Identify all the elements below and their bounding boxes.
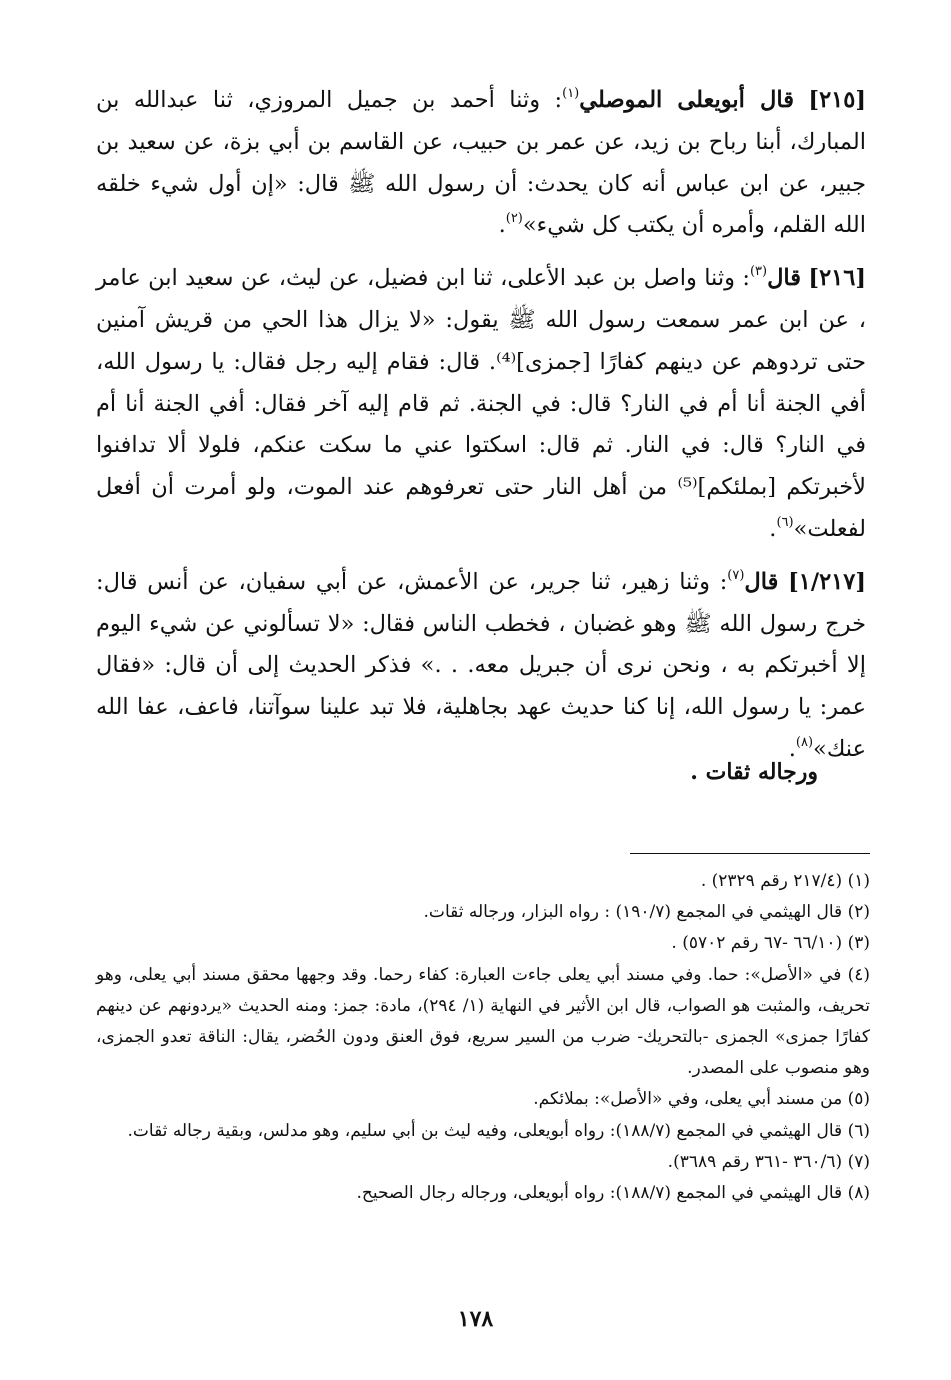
period: .	[788, 735, 796, 762]
hadith-paragraph	[96, 258, 866, 551]
footnote: (٦) قال الهيثمي في المجمع (١٨٨/٧): رواه أبويعلى، وفيه ليث بن أبي سليم، وهو مدلس، وبقية رجاله ثقات.	[127, 1120, 870, 1141]
footnotes	[96, 866, 870, 1209]
footnote: (١) (٢١٧/٤ رقم ٢٣٢٩) .	[700, 871, 870, 891]
footnote: (٨) قال الهيثمي في المجمع (١٨٨/٧): رواه أبويعلى، ورجاله رجال الصحيح.	[356, 1183, 870, 1204]
hadith-paragraph	[96, 562, 866, 771]
hadith-text: : وثنا زهير، ثنا جرير، عن الأعمش، عن أبي سفيان، عن أنس قال: خرج رسول الله ﷺ وهو غضبان ، فخطب الناس فقال: «لا تسألوني عن شيء اليوم إلا أخبرتكم به ، ونحن نرى أن جبريل معه. . .» فذكر الحديث إلى أن قال: «فقال عمر: يا رسول الله، إنا كنا حديث عهد بجاهلية، فلا تبد علينا سوآتنا، فاعف، عفا الله عنك»	[96, 568, 866, 762]
main-text	[96, 80, 866, 782]
narrator-lead: قال أبويعلى الموصلي	[579, 87, 794, 113]
footnote-ref: (١)	[562, 86, 580, 101]
page-number: ١٧٨	[457, 1306, 494, 1332]
footnote-ref: (٧)	[727, 567, 745, 583]
footnote: (٤) في «الأصل»: حما. وفي مسند أبي يعلى جاءت العبارة: كفاء رحما. وقد وجهها محقق مسند أبي يعلى، وهو تحريف، والمثبت هو الصواب، قال ابن الأثير في النهاية (١/ ٢٩٤)، مادة: جمز: ومنه الحديث «يردونهم عن دينهم كفارًا جمزى» الجمزى -بالتحريك- ضرب من السير سريع، فوق العنق ودون الحُضر، يقال: الناقة تعدو الجمزى، وهو منصوب على المصدر.	[96, 964, 870, 1079]
footnote-ref: (٨)	[795, 734, 814, 750]
period: .	[498, 212, 506, 239]
footnote-ref: (٣)	[749, 264, 768, 280]
hadith-text: : وثنا واصل بن عبد الأعلى، ثنا ابن فضيل، عن ليث، عن سعيد ابن عامر ، عن ابن عمر سمعت رسول الله ﷺ يقول: «لا يزال هذا الحي من قريش آمنين حتى تردوهم عن دينهم كفارًا [جمزى]⁽⁴⁾. قال: فقام إليه رجل فقال: يا رسول الله، أفي الجنة أنا أم في النار؟ قال: في الجنة. ثم قام إليه آخر فقال: أفي الجنة أنا أم في النار؟ قال: في النار. ثم قال: اسكتوا عني ما سكت عنكم، فلولا ألا تدافنوا لأخبرتكم [بملئكم]⁽⁵⁾ من أهل النار حتى تعرفوهم عند الموت، ولو أمرت أن أفعل لفعلت»	[96, 265, 867, 542]
footnote-divider	[630, 853, 870, 854]
footnote: (٧) (٣٦٠/٦ -٣٦١ رقم ٣٦٨٩).	[667, 1151, 870, 1172]
closing-remark: ورجاله ثقات .	[690, 759, 818, 785]
narrator-lead: قال	[767, 265, 802, 292]
hadith-paragraph	[96, 80, 866, 247]
footnote: (٢) قال الهيثمي في المجمع (١٩٠/٧) : رواه البزار، ورجاله ثقات.	[423, 902, 870, 923]
hadith-number: [٢١٥]	[808, 87, 866, 113]
footnote-ref: (٦)	[776, 514, 794, 530]
hadith-number: [٢١٦]	[808, 265, 866, 292]
footnote-ref: (٢)	[505, 211, 523, 227]
narrator-lead: قال	[744, 568, 779, 595]
footnote: (٣) (٦٦/١٠ -٦٧ رقم ٥٧٠٢) .	[671, 933, 870, 954]
hadith-text: : وثنا أحمد بن جميل المروزي، ثنا عبدالله بن المبارك، أبنا رباح بن زيد، عن عمر بن حبيب، عن القاسم بن أبي بزة، عن سعيد بن جبير، عن ابن عباس أنه كان يحدث: أن رسول الله ﷺ قال: «إن أول شيء خلقه الله القلم، وأمره أن يكتب كل شيء»	[96, 87, 866, 239]
footnote: (٥) من مسند أبي يعلى، وفي «الأصل»: بملائكم.	[533, 1089, 870, 1110]
hadith-number: [١/٢١٧]	[788, 568, 866, 595]
period: .	[769, 515, 777, 542]
